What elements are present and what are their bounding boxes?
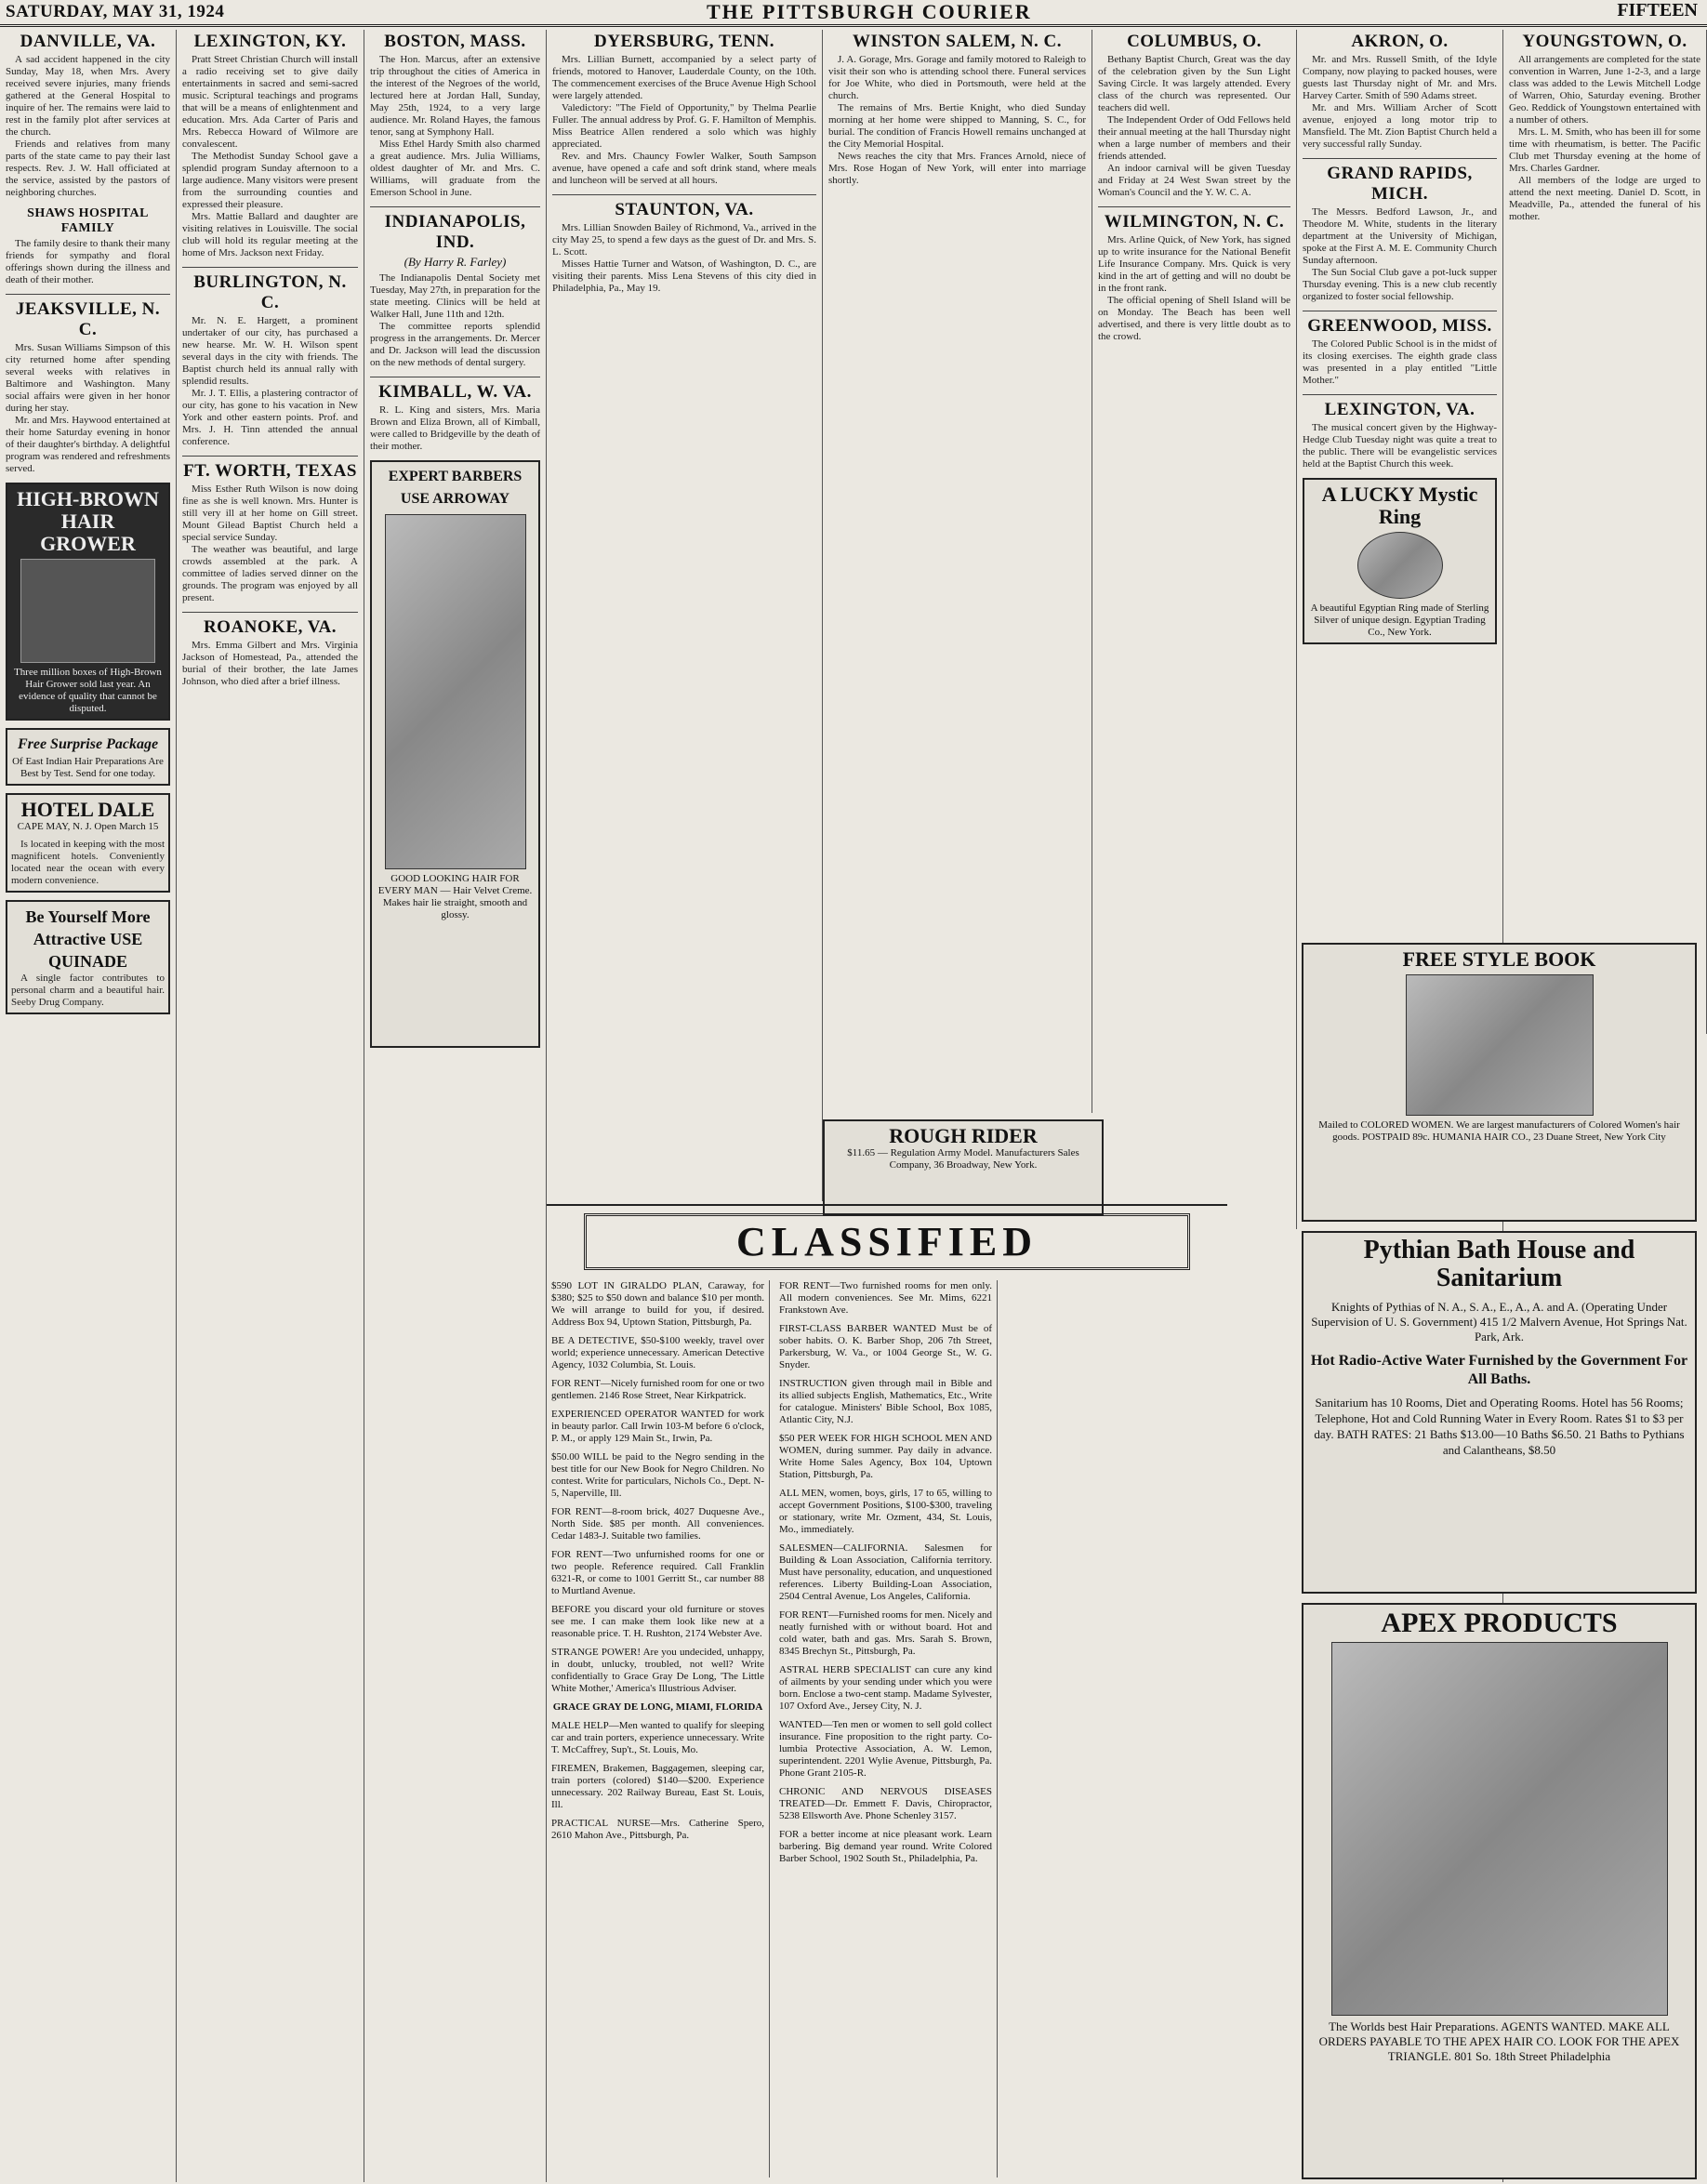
article-body-filler: Mrs. Mattie Ballard and daughter are visiting relatives in Louisville. The social club will hold its regular meeting at the home of Mrs. Jackson next Friday.	[182, 211, 358, 258]
article-headline: YOUNGSTOWN, O.	[1522, 32, 1687, 51]
ad-text: The Worlds best Hair Preparations. AGENTS WANTED. MAKE ALL ORDERS PAYABLE TO THE APEX HAIR CO. LOOK FOR THE APEX TRIANGLE. 801 So. 18th Street Philadelphia	[1318, 2019, 1680, 2063]
divider	[182, 267, 358, 268]
classified-ad: EXPERIENCED OPERATOR WANTED for work in beauty parlor. Call Irwin 103-M before 6 o'clock, P. M., or apply 129 Main St., Irwin, Pa.	[551, 1409, 764, 1444]
classified-ad: BE A DETECTIVE, $50-$100 weekly, travel over world; experience unnecessary. American Detective Agency, 1032 Columbia, St. Louis.	[551, 1335, 764, 1370]
issue-date: SATURDAY, MAY 31, 1924	[6, 2, 225, 21]
ad-rates: Sanitarium has 10 Rooms, Diet and Operating Rooms. Hotel has 56 Rooms; Telephone, Hot and Cold Running Water in Every Room. Rates $1 to $3 per day. BATH RATES: 21 Baths $13.00—10 Baths $6.50. 21 Baths to Pythians and Calantheans, $8.50	[1314, 1396, 1685, 1457]
ad-title: Be Yourself More Attractive USE QUINADE	[25, 907, 151, 971]
article-headline: SHAWS HOSPITAL FAMILY	[27, 206, 149, 235]
pythian-bath-house-ad[interactable]	[1302, 1231, 1697, 1594]
article-headline: GREENWOOD, MISS.	[1307, 316, 1492, 336]
classified-ad: BEFORE you discard your old furniture or stoves see me. I can make them look like new at a reasonable price. T. H. Rushton, 2174 Webster Ave.	[551, 1604, 764, 1639]
classified-ad: SALESMEN—CALIFORNIA. Salesmen for Building & Loan Association, California territory. Must have personality, education, and unquestioned references. Liberty Building-Loan Association, 2504 Central Avenue, Los Angeles, California.	[779, 1542, 992, 1602]
article-body: Mrs. Arline Quick, of New York, has signed up to write insurance for the National Benefit Life Insurance Company. Mrs. Quick is very kind in the art of getting and will no doubt be in the front rank.	[1098, 234, 1290, 294]
divider	[182, 612, 358, 613]
article-body-filler: The committee reports splendid progress in the arrangements. Dr. Mercer and Dr. Jackson will lead the discussion on the new methods of dental surgery.	[370, 321, 540, 368]
article-body: All arrangements are completed for the state convention in Warren, June 1-2-3, and a large class was added to the Lewis Mitchell Lodge of Warren, Ohio, Saturday evening. Brother Geo. Reddick of Youngstown entertained with a number of others.	[1509, 54, 1700, 126]
article	[370, 212, 540, 369]
ad-subtitle: Hot Radio-Active Water Furnished by the Government For All Baths.	[1310, 1353, 1688, 1387]
article-headline: JEAKSVILLE, N. C.	[15, 299, 161, 339]
classified-ad: FOR a better income at nice pleasant work. Learn barbering. Big demand year round. Write Colored Barber School, 1902 South St., Philadelphia, Pa.	[779, 1829, 992, 1864]
ad-text: GOOD LOOKING HAIR FOR EVERY MAN — Hair Velvet Creme. Makes hair lie straight, smooth and glossy.	[377, 873, 533, 920]
article-headline: COLUMBUS, O.	[1127, 32, 1262, 51]
article-body: J. A. Gorage, Mrs. Gorage and family motored to Raleigh to visit their son who is attending school there. Funeral services for Joe White, who died in Portsmouth, were held at the church.	[828, 54, 1086, 101]
article	[182, 272, 358, 448]
classified-column-1	[547, 1280, 770, 2177]
classified-ad: GRACE GRAY DE LONG, MIAMI, FLORIDA	[552, 1701, 763, 1713]
classified-ad: CHRONIC AND NERVOUS DISEASES TREATED—Dr. Emmett F. Davis, Chiropractor, 5238 Ellsworth Ave. Phone Schenley 3157.	[779, 1786, 992, 1821]
article-body: The Messrs. Bedford Lawson, Jr., and Theodore M. White, students in the literary department at the University of Michigan, spoke at the First A. M. E. Community Church Sunday afternoon.	[1303, 206, 1497, 266]
article-body-filler: The remains of Mrs. Bertie Knight, who died Sunday morning at her home were shipped to Manning, S. C., for burial. The condition of Francis Howell remains unchanged at the City Memorial Hospital.	[828, 102, 1086, 150]
ad-title: HOTEL DALE	[20, 798, 155, 821]
classified-column-2	[774, 1280, 998, 2177]
classified-ad: $50.00 WILL be paid to the Negro sending in the best title for our New Book for Negro Children. No contest. Write for particulars, Nichols Co., Dept. N-5, Naperville, Ill.	[551, 1451, 764, 1499]
article-body: Mrs. Emma Gilbert and Mrs. Virginia Jackson of Homestead, Pa., attended the burial of their brother, the late James Johnson, who died after a brief illness.	[182, 640, 358, 687]
article-body-filler: All members of the lodge are urged to attend the next meeting. Daniel D. Scott, in Meadville, Pa., attended the funeral of his mother.	[1509, 175, 1700, 222]
ring-icon	[1357, 532, 1443, 599]
article-headline: INDIANAPOLIS, IND.	[384, 212, 526, 252]
article	[182, 32, 358, 259]
article	[552, 32, 816, 187]
article	[552, 200, 816, 295]
divider	[182, 456, 358, 457]
ad-text: Of East Indian Hair Preparations Are Best by Test. Send for one today.	[12, 756, 164, 779]
article-headline: AKRON, O.	[1351, 32, 1449, 51]
quinade-ad[interactable]	[6, 900, 170, 1014]
article-body: Mrs. Lillian Burnett, accompanied by a select party of friends, motored to Hanover, Lauderdale County, on the 10th. The commencement exercises of the Bruce Avenue High School were largely attended.	[552, 54, 816, 101]
arroway-ad[interactable]	[370, 460, 540, 1048]
column-1	[0, 30, 177, 2182]
article-headline: WINSTON SALEM, N. C.	[852, 32, 1063, 51]
article	[370, 382, 540, 453]
classified-ad: FOR RENT—Two unfurnished rooms for one or two people. Reference required. Call Franklin 6321-R, or come to 1001 Gerritt St., car number 88 to Murtland Avenue.	[551, 1549, 764, 1596]
article-body-filler: The Sun Social Club gave a pot-luck supper Thursday evening. This is a new club recently organized to foster social fellowship.	[1303, 267, 1497, 302]
article-body-filler: An indoor carnival will be given Tuesday and Friday at 24 West Swan street by the Woman's Council and the Y. W. C. A.	[1098, 163, 1290, 198]
classified-ad: ALL MEN, women, boys, girls, 17 to 65, willing to accept Government Positions, $100-$300, traveling or stationary, write Mr. Ozment, 434, St. Louis, Mo., immediately.	[779, 1488, 992, 1535]
ad-text: Mailed to COLORED WOMEN. We are largest manufacturers of Colored Women's hair goods. POSTPAID 89c. HUMANIA HAIR CO., 23 Duane Street, New York City	[1318, 1119, 1680, 1143]
masthead	[0, 0, 1707, 27]
classified-ad: FOR RENT—Furnished rooms for men. Nicely and neatly furnished with or without board. Hot and cold water, bath and gas. Mrs. Sarah S. Brown, 8345 Brechyn St., Pittsburgh, Pa.	[779, 1609, 992, 1657]
article-body-filler: Mrs. L. M. Smith, who has been ill for some time with rheumatism, is better. The Pacific Club met Thursday evening at the home of Mrs. Charles Gardner.	[1509, 126, 1700, 174]
column-8	[1503, 30, 1707, 1034]
article	[1098, 212, 1290, 343]
article-body: Mr. and Mrs. Russell Smith, of the Idyle Company, now playing to packed houses, were guests last Thursday night of Mr. and Mrs. Harvey Carter. Smith of 590 Adams street.	[1303, 54, 1497, 101]
article-body-filler: Friends and relatives from many parts of the state came to pay their last respects. Rev. J. W. Hall officiated at the service, assisted by the pastors of neighboring churches.	[6, 139, 170, 198]
divider	[1303, 394, 1497, 395]
article-byline: (By Harry R. Farley)	[404, 255, 507, 269]
ad-text: Knights of Pythias of N. A., S. A., E., A., A. and A. (Operating Under Supervision of U. S. Government) 415 1/2 Malvern Avenue, Hot Springs Nat. Park, Ark.	[1311, 1300, 1687, 1343]
hair-goods-icon	[1406, 974, 1594, 1116]
ad-text: CAPE MAY, N. J. Open March 15	[17, 821, 159, 832]
article-body: The musical concert given by the Highway-Hedge Club Tuesday night was quite a treat to the public. There will be evangelistic services held at the Baptist Church this week.	[1303, 422, 1497, 470]
article-headline: STAUNTON, VA.	[615, 200, 754, 219]
products-illustration-icon	[1331, 1642, 1668, 2016]
ad-text: Three million boxes of High-Brown Hair Grower sold last year. An evidence of quality that cannot be disputed.	[14, 667, 162, 714]
article-body: A sad accident happened in the city Sunday, May 18, when Mrs. Avery received severe injuries, many friends gathered at the General Hospital to inquire of her. The remains were laid to rest in the family plot after services at the church.	[6, 54, 170, 138]
divider	[6, 294, 170, 295]
article	[6, 206, 170, 286]
apex-products-ad[interactable]	[1302, 1603, 1697, 2179]
article-body-filler: Misses Hattie Turner and Watson, of Washington, D. C., are visiting their parents. Miss Lena Stevens of this city died in Philadelphia, Pa., May 19.	[552, 258, 816, 294]
article-headline: ROANOKE, VA.	[203, 617, 337, 637]
man-portrait-icon	[385, 514, 526, 869]
article-body: The Indianapolis Dental Society met Tuesday, May 27th, in preparation for the state meeting. Clinics will be held at Walker Hall, June 11th and 12th.	[370, 272, 540, 320]
free-style-book-ad[interactable]	[1302, 943, 1697, 1222]
classified-ad: FIRST-CLASS BARBER WANTED Must be of sober habits. O. K. Barber Shop, 206 7th Street, Parkersburg, W. Va., or 1004 George St., W. G. Snyder.	[779, 1323, 992, 1370]
article-headline: LEXINGTON, KY.	[193, 32, 347, 51]
article-body: Miss Esther Ruth Wilson is now doing fine as she is well known. Mrs. Hunter is still very ill at her home on Gill street. Mount Gilead Baptist Church held a special service Sunday.	[182, 483, 358, 543]
article	[1303, 32, 1497, 151]
article-body: Mrs. Lillian Snowden Bailey of Richmond, Va., arrived in the city May 25, to spend a few days as the guest of Dr. and Mrs. S. L. Scott.	[552, 222, 816, 258]
classified-ad: WANTED—Ten men or women to sell gold collect insurance. Fine proposition to the right party. Co-lumbia Protective Association, A. W. Lemon, superintendent. 2201 Wylie Avenue, Pittsburgh, Pa. Phone Grant 2105-R.	[779, 1719, 992, 1779]
article-headline: LEXINGTON, VA.	[1324, 400, 1475, 419]
article-body: The family desire to thank their many friends for sympathy and floral offerings shown during the illness and death of their mother.	[6, 238, 170, 285]
ad-text: A beautiful Egyptian Ring made of Sterling Silver of unique design. Egyptian Trading Co., New York.	[1310, 602, 1489, 638]
column-3	[364, 30, 547, 2182]
article	[1303, 400, 1497, 470]
article-body-filler: The official opening of Shell Island will be on Monday. The Beach has been well advertised, and there is very little doubt as to the crowd.	[1098, 295, 1290, 342]
ad-title: A LUCKY Mystic Ring	[1321, 483, 1478, 528]
article-body: R. L. King and sisters, Mrs. Maria Brown and Eliza Brown, all of Kimball, were called to Bridgeville by the death of their mother.	[370, 404, 540, 452]
rough-rider-ad[interactable]	[823, 1119, 1104, 1216]
classified-ad: $50 PER WEEK FOR HIGH SCHOOL MEN AND WOMEN, during summer. Pay daily in advance. Write Home Sales Agency, Box 104, Uptown Station, Pittsburgh, Pa.	[779, 1433, 992, 1480]
article-headline: DYERSBURG, TENN.	[594, 32, 774, 51]
article-headline: BURLINGTON, N. C.	[193, 272, 347, 312]
divider	[1303, 158, 1497, 159]
article-body: Bethany Baptist Church, Great was the day of the celebration given by the Sun Light Saving Circle. It was largely attended. Every class of the church was represented. Our teachers did well.	[1098, 54, 1290, 113]
divider	[552, 194, 816, 195]
classified-ad: FOR RENT—Nicely furnished room for one or two gentlemen. 2146 Rose Street, Near Kirkpatrick.	[551, 1378, 764, 1401]
article-body: Pratt Street Christian Church will install a radio receiving set to give daily entertainments in sacred and semi-sacred music. Scriptural teachings and programs that will be a means of enlightenment and education. Mrs. Ada Carter of Paris and Mrs. Rebecca Howard of Wilmore are convalescent.	[182, 54, 358, 150]
ad-title: APEX PRODUCTS	[1381, 1608, 1618, 1638]
article	[1509, 32, 1700, 223]
divider	[1098, 206, 1290, 207]
classified-ad: PRACTICAL NURSE—Mrs. Catherine Spero, 2610 Mahon Ave., Pittsburgh, Pa.	[551, 1818, 764, 1841]
article	[182, 617, 358, 688]
ad-title: EXPERT BARBERS USE ARROWAY	[388, 469, 523, 507]
article-body: Mr. N. E. Hargett, a prominent undertaker of our city, has purchased a new hearse. Mr. W. H. Wilson spent several days in the city with friends. The Baptist church held its annual rally with splendid results.	[182, 315, 358, 387]
article-body: The Colored Public School is in the midst of its closing exercises. The eighth grade class was presented in a play entitled "Little Mother."	[1303, 338, 1497, 386]
column-4	[547, 30, 823, 1201]
article-body: The Hon. Marcus, after an extensive trip throughout the cities of America in the interest of the Negroes of the world, lectured here at Jordan Hall, Sunday, May 25th, 1924, to a very large audience. Mr. Roland Hayes, the famous tenor, sang at Symphony Hall.	[370, 54, 540, 138]
ad-title: ROUGH RIDER	[889, 1124, 1038, 1147]
ad-title: FREE STYLE BOOK	[1402, 947, 1596, 971]
classified-section	[547, 1204, 1227, 2182]
article-body-filler: The Independent Order of Odd Fellows held their annual meeting at the hall Thursday night when a large number of members and their friends attended.	[1098, 114, 1290, 162]
ad-title: HIGH-BROWN HAIR GROWER	[17, 487, 159, 555]
article	[1098, 32, 1290, 199]
column-5	[823, 30, 1092, 1113]
article	[1303, 164, 1497, 303]
classified-ad: MALE HELP—Men wanted to qualify for sleeping car and train porters, experience unnecessary. Write T. McCaffrey, Sup't., St. Louis, Mo.	[551, 1720, 764, 1755]
classified-column-3	[1002, 1280, 1227, 2177]
column-2	[177, 30, 364, 2182]
article-headline: GRAND RAPIDS, MICH.	[1327, 164, 1473, 204]
classified-ad: STRANGE POWER! Are you undecided, unhappy, in doubt, unlucky, troubled, not well? Write confidentially to Grace Gray De Long, 'The Little White Mother,' America's Illustrious Adviser.	[551, 1647, 764, 1694]
article-body-filler: The weather was beautiful, and large crowds assembled at the park. A committee of ladies served dinner on the grounds. The program was enjoyed by all present.	[182, 544, 358, 603]
article-body-filler: Mr. J. T. Ellis, a plastering contractor of our city, has gone to his vacation in New York and other eastern points. Prof. and Mrs. J. H. Tinn attended the annual conference.	[182, 388, 358, 447]
ad-title: Pythian Bath House and Sanitarium	[1363, 1236, 1635, 1292]
article-body: Mrs. Susan Williams Simpson of this city returned home after spending several weeks with relatives in Baltimore and Washington. Many social affairs were given in her honor during her stay.	[6, 342, 170, 414]
article	[6, 299, 170, 475]
article-body-filler: Mr. and Mrs. William Archer of Scott avenue, enjoyed a long motor trip to Mansfield. The Mt. Zion Baptist Church held a very successful rally Sunday.	[1303, 102, 1497, 150]
lucky-ring-ad[interactable]	[1303, 478, 1497, 644]
article-body-filler: The Methodist Sunday School gave a splendid program Sunday afternoon to a large audience. Many visitors were present from the surrounding counties and expressed their pleasure.	[182, 151, 358, 210]
classified-ad: INSTRUCTION given through mail in Bible and its allied subjects English, Mathematics, Etc., Write for catalogue. Ministers' Bible School, Box 1085, Atlantic City, N.J.	[779, 1378, 992, 1425]
article-body-filler: News reaches the city that Mrs. Frances Arnold, niece of Mrs. Rose Hogan of New York, will enter into marriage shortly.	[828, 151, 1086, 186]
classified-ad: $590 LOT IN GIRALDO PLAN, Caraway, for $380; $25 to $50 down and balance $10 per month. We will arrange to build for you, if desired. Address Box 94, Uptown Station, Pittsburgh, Pa.	[551, 1280, 764, 1328]
article	[182, 461, 358, 604]
classified-ad: ASTRAL HERB SPECIALIST can cure any kind of ailments by your sending under which you were born. Enclose a two-cent stamp. Madame Sylvester, 107 Oxford Ave., Jersey City, N. J.	[779, 1664, 992, 1712]
article-headline: KIMBALL, W. VA.	[378, 382, 532, 402]
classified-ad: FOR RENT—8-room brick, 4027 Duquesne Ave., North Side. $85 per month. All conveniences. Cedar 1483-J. Suitable two families.	[551, 1506, 764, 1542]
hotel-dale-ad[interactable]	[6, 793, 170, 893]
article	[6, 32, 170, 199]
article-body-filler: Valedictory: "The Field of Opportunity," by Thelma Pearlie Fuller. The annual address by Prof. G. F. Hamilton of Memphis. Miss Beatrice Allen rendered a solo which was highly appreciated.	[552, 102, 816, 150]
classified-title: CLASSIFIED	[584, 1213, 1190, 1270]
classified-ad: FOR RENT—Two furnished rooms for men only. All modern conveniences. See Mr. Mims, 6221 Frankstown Ave.	[779, 1280, 992, 1316]
article-body-filler: Mr. and Mrs. Haywood entertained at their home Saturday evening in honor of their daughter's birthday. A delightful program was rendered and refreshments served.	[6, 415, 170, 474]
article-body-filler: Rev. and Mrs. Chauncy Fowler Walker, South Sampson avenue, have opened a cafe and soft drink stand, where meals and luncheon will be served at all hours.	[552, 151, 816, 186]
ad-title: Free Surprise Package	[17, 736, 159, 752]
column-6	[1092, 30, 1297, 1229]
article-body-filler: Miss Ethel Hardy Smith also charmed a great audience. Mrs. Julia Williams, oldest daughter of Mr. and Mrs. C. Williams, will graduate from the Emerson School in June.	[370, 139, 540, 198]
article	[828, 32, 1086, 187]
ad-body-filler: Is located in keeping with the most magnificent hotels. Conveniently located near the ocean with every modern convenience.	[11, 839, 165, 886]
ad-text: $11.65 — Regulation Army Model. Manufacturers Sales Company, 36 Broadway, New York.	[847, 1147, 1079, 1171]
article-headline: WILMINGTON, N. C.	[1104, 212, 1285, 232]
article-headline: DANVILLE, VA.	[20, 32, 156, 51]
article	[370, 32, 540, 199]
classified-ad: FIREMEN, Brakemen, Baggagemen, sleeping car, train porters (colored) $140—$200. Experience unnecessary. 202 Railway Bureau, East St. Louis, Ill.	[551, 1763, 764, 1810]
article	[1303, 316, 1497, 387]
ad-text: A single factor contributes to personal charm and a beautiful hair. Seeby Drug Company.	[11, 973, 165, 1008]
divider	[370, 206, 540, 207]
product-image-icon	[20, 559, 155, 663]
high-brown-ad[interactable]	[6, 483, 170, 721]
page-number: FIFTEEN	[1617, 0, 1698, 20]
article-headline: BOSTON, MASS.	[384, 32, 526, 51]
surprise-package-ad[interactable]	[6, 728, 170, 786]
article-headline: FT. WORTH, TEXAS	[183, 461, 357, 481]
paper-name: THE PITTSBURGH COURIER	[707, 0, 1032, 23]
